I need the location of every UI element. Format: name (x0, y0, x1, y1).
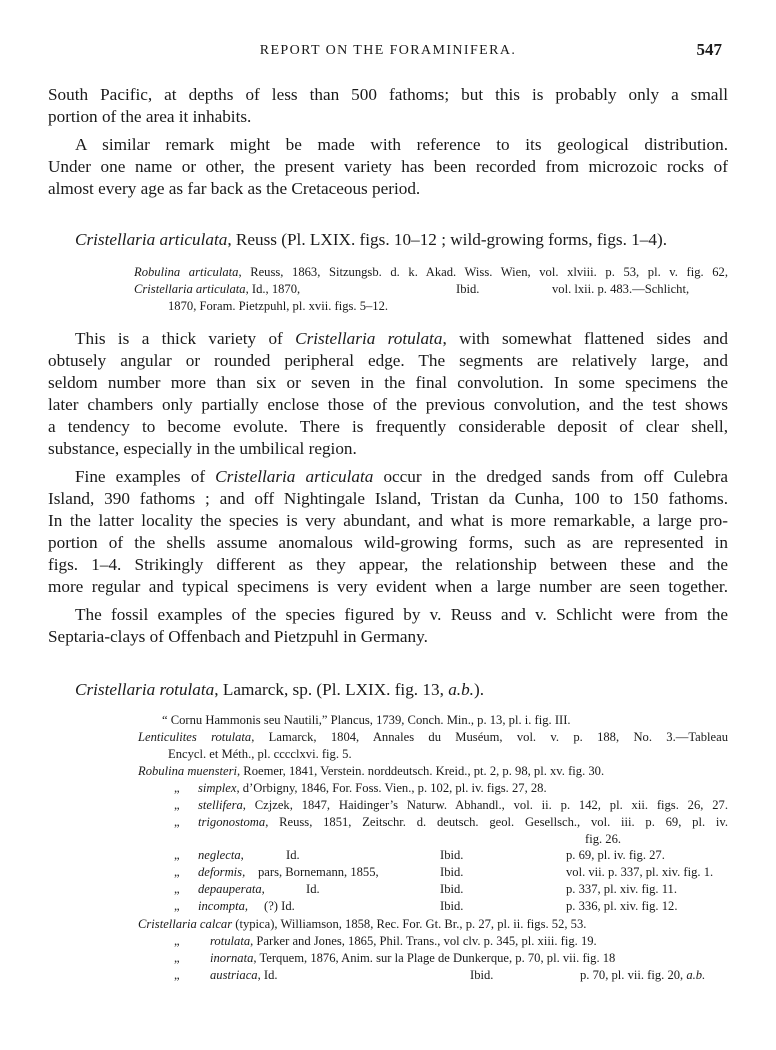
synonymy-line: 1870, Foram. Pietzpuhl, pl. xvii. figs. 5–12. (168, 299, 389, 313)
text-line: obtusely angular or rounded peripheral edge. The segments are relatively large, and (48, 351, 728, 370)
synonym-ibid: Ibid. (440, 899, 464, 913)
synonym-ibid: Ibid. (440, 848, 464, 862)
ditto-mark: „ (174, 865, 180, 879)
synonymy-line: Robulina muensteri, Roemer, 1841, Verstein. norddeutsch. Kreid., pt. 2, p. 98, pl. xv. fig. 30. (138, 764, 605, 778)
synonym-ibid: Ibid. (440, 882, 464, 896)
synonymy-line: Encycl. et Méth., pl. cccclxvi. fig. 5. (168, 747, 352, 761)
synonymy-line: Cristellaria calcar (typica), Williamson, 1858, Rec. For. Gt. Br., p. 27, pl. ii. figs. 52, 53. (138, 917, 587, 931)
synonym-name: deformis, (198, 865, 246, 879)
synonym-ref: p. 336, pl. xiv. fig. 12. (566, 899, 678, 913)
synonym-name: neglecta, (198, 848, 244, 862)
running-head: REPORT ON THE FORAMINIFERA. (259, 43, 517, 58)
synonymy-line: simplex, d’Orbigny, 1846, For. Foss. Vien., p. 102, pl. iv. figs. 27, 28. (198, 781, 547, 795)
ditto-mark: „ (174, 798, 180, 812)
text-line: seldom number more than six or seven in the final convolution. In some specimens the (48, 373, 728, 392)
synonymy-ibid: Ibid. (456, 282, 480, 296)
ditto-mark: „ (174, 781, 180, 795)
species-heading: Cristellaria rotulata, Lamarck, sp. (Pl. LXIX. fig. 13, a.b.). (75, 680, 484, 699)
ditto-mark: „ (174, 882, 180, 896)
synonym-ref: p. 69, pl. iv. fig. 27. (566, 848, 665, 862)
text-line: Septaria-clays of Offenbach and Pietzpuhl in Germany. (48, 627, 428, 646)
synonymy-line: stellifera, Czjzek, 1847, Haidinger’s Naturw. Abhandl., vol. ii. p. 142, pl. xii. figs. 26, 27. (198, 798, 728, 812)
page-number: 547 (696, 40, 722, 59)
text-line: Island, 390 fathoms ; and off Nightingale Island, Tristan da Cunha, 100 to 150 fathoms. (48, 489, 728, 508)
text-line: almost every age as far back as the Cretaceous period. (48, 179, 421, 198)
text-line: substance, especially in the umbilical region. (48, 439, 357, 458)
ditto-mark: „ (174, 951, 180, 965)
ditto-mark: „ (174, 815, 180, 829)
synonymy-line: Cristellaria articulata, Id., 1870, (134, 282, 301, 296)
synonymy-ref: vol. lxii. p. 483.—Schlicht, (552, 282, 690, 296)
text-line: This is a thick variety of Cristellaria rotulata, with somewhat flattened sides and (75, 329, 729, 348)
heading-rest: , Reuss (Pl. LXIX. figs. 10–12 ; wild-growing forms, figs. 1–4). (227, 230, 668, 249)
species-heading (75, 230, 667, 250)
ditto-mark: „ (174, 934, 180, 948)
ditto-mark: „ (174, 899, 180, 913)
synonym-author: Id. (286, 848, 300, 862)
synonymy-line: Robulina articulata, Reuss, 1863, Sitzungsb. d. k. Akad. Wiss. Wien, vol. xlviii. p. 53, pl. v. fig. 62, (134, 265, 728, 279)
synonymy-ref: p. 70, pl. vii. fig. 20, a.b. (580, 968, 706, 982)
synonym-name: depauperata, (198, 882, 265, 896)
text-line: Under one name or other, the present variety has been recorded from microzoic rocks of (48, 157, 728, 176)
ditto-mark: „ (174, 968, 180, 982)
synonymy-line: inornata, Terquem, 1876, Anim. sur la Plage de Dunkerque, p. 70, pl. vii. fig. 18 (210, 951, 616, 965)
synonymy-line: fig. 26. (585, 832, 622, 846)
text-line: The fossil examples of the species figured by v. Reuss and v. Schlicht were from the (75, 605, 728, 624)
synonym-ref: p. 337, pl. xiv. fig. 11. (566, 882, 678, 896)
text-line: portion of the area it inhabits. (48, 107, 252, 126)
synonymy-line: trigonostoma, Reuss, 1851, Zeitschr. d. deutsch. geol. Gesellsch., vol. iii. p. 69, pl. iv. (198, 815, 728, 829)
synonymy-line: Lenticulites rotulata, Lamarck, 1804, Annales du Muséum, vol. v. p. 188, No. 3.—Tableau (138, 730, 729, 744)
text-line: Fine examples of Cristellaria articulata occur in the dredged sands from off Culebra (75, 467, 729, 486)
synonymy-ibid: Ibid. (470, 968, 494, 982)
text-line: In the latter locality the species is very abundant, and what is more remarkable, a large pro- (48, 511, 728, 530)
text-line: South Pacific, at depths of less than 500 fathoms; but this is probably only a small (48, 85, 728, 104)
text-line: figs. 1–4. Strikingly different as they appear, the relationship between these and the (48, 555, 728, 574)
synonymy-line: austriaca, Id. (210, 968, 278, 982)
text-line: later chambers only partially enclose those of the previous convolution, and the test shows (48, 395, 728, 414)
text-line: A similar remark might be made with reference to its geological distribution. (75, 135, 728, 154)
text-line: more regular and typical specimens is very evident when a large number are seen together. (48, 577, 728, 596)
species-name: Cristellaria rotulata (75, 680, 215, 699)
text-line: portion of the shells assume anomalous wild-growing forms, such as are represented in (48, 533, 728, 552)
ditto-mark: „ (174, 848, 180, 862)
synonym-ibid: Ibid. (440, 865, 464, 879)
synonymy-line: rotulata, Parker and Jones, 1865, Phil. Trans., vol clv. p. 345, pl. xiii. fig. 19. (210, 934, 597, 948)
synonym-author: pars, Bornemann, 1855, (258, 865, 379, 879)
synonym-author: Id. (306, 882, 320, 896)
text-line: a tendency to become evolute. There is frequently considerable deposit of clear shell, (48, 417, 728, 436)
synonymy-line: “ Cornu Hammonis seu Nautili,” Plancus, 1739, Conch. Min., p. 13, pl. i. fig. III. (162, 713, 571, 727)
synonym-ref: vol. vii. p. 337, pl. xiv. fig. 1. (566, 865, 714, 879)
synonym-name: incompta, (198, 899, 249, 913)
species-name: Cristellaria articulata (75, 230, 228, 249)
synonym-author: (?) Id. (264, 899, 295, 913)
page-header (0, 40, 776, 64)
